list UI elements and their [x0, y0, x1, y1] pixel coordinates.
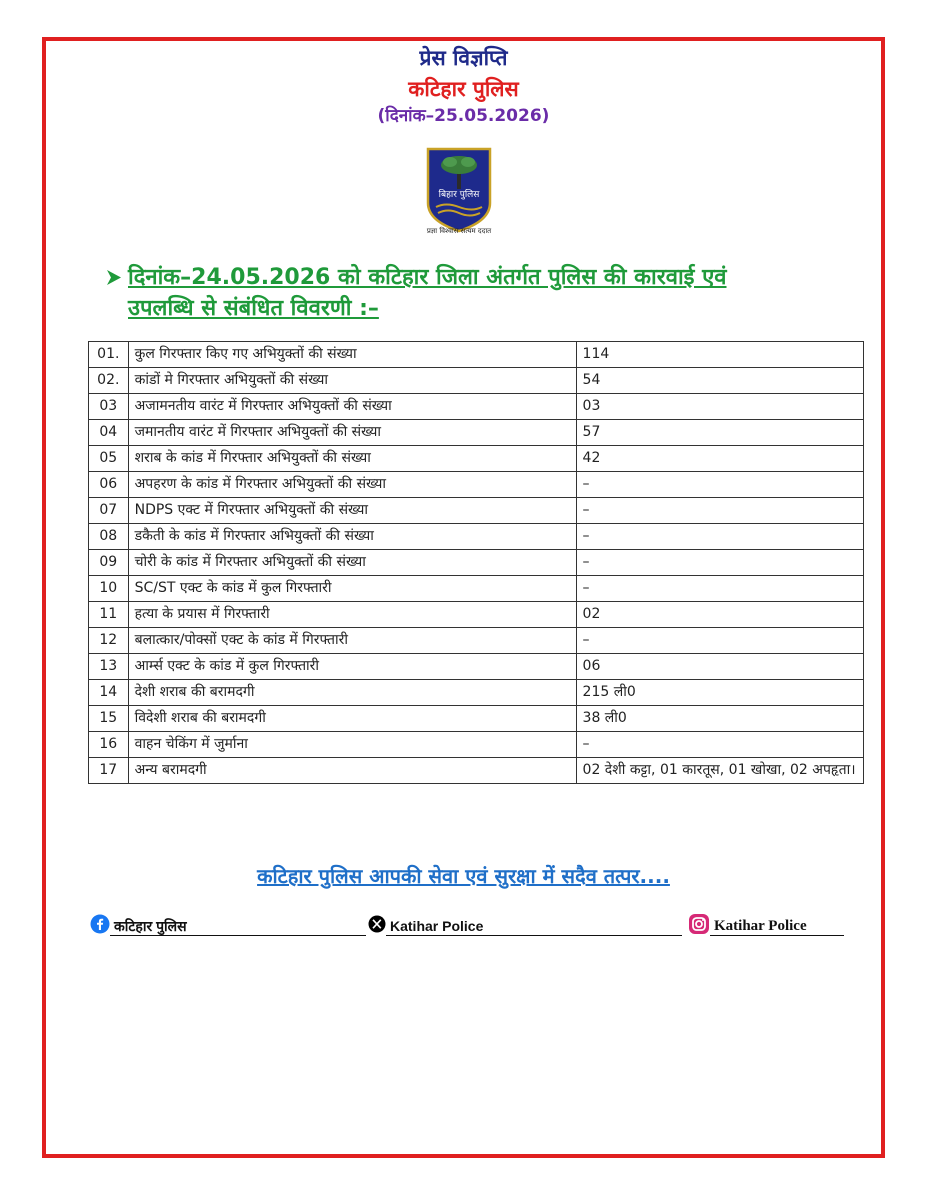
row-value: 57	[576, 420, 863, 446]
row-value: –	[576, 498, 863, 524]
table-row	[89, 628, 864, 654]
facebook-label[interactable]: कटिहार पुलिस	[110, 917, 366, 936]
row-description: देशी शराब की बरामदगी	[128, 680, 576, 706]
table-row	[89, 758, 864, 784]
row-value: 06	[576, 654, 863, 680]
arrow-bullet-icon	[104, 262, 126, 293]
row-description: अन्य बरामदगी	[128, 758, 576, 784]
x-icon	[368, 915, 386, 937]
row-description: अजामनतीय वारंट में गिरफ्तार अभियुक्तों की संख्या	[128, 394, 576, 420]
row-value: –	[576, 550, 863, 576]
row-description: शराब के कांड में गिरफ्तार अभियुक्तों की संख्या	[128, 446, 576, 472]
heading-line-2: उपलब्धि से संबंधित विवरणी :–	[128, 296, 379, 321]
row-number: 01.	[89, 342, 129, 368]
x-label[interactable]: Katihar Police	[386, 917, 682, 936]
table-row	[89, 368, 864, 394]
x-link[interactable]	[368, 914, 682, 938]
row-description: विदेशी शराब की बरामदगी	[128, 706, 576, 732]
table-row	[89, 576, 864, 602]
table-row	[89, 680, 864, 706]
row-value: –	[576, 472, 863, 498]
row-value: 02	[576, 602, 863, 628]
row-number: 04	[89, 420, 129, 446]
row-description: कुल गिरफ्तार किए गए अभियुक्तों की संख्या	[128, 342, 576, 368]
row-description: कांडों मे गिरफ्तार अभियुक्तों की संख्या	[128, 368, 576, 394]
row-value: –	[576, 732, 863, 758]
row-number: 09	[89, 550, 129, 576]
row-number: 08	[89, 524, 129, 550]
statistics-table	[88, 341, 864, 784]
table-row	[89, 706, 864, 732]
table-row	[89, 550, 864, 576]
row-value: 42	[576, 446, 863, 472]
row-description: अपहरण के कांड में गिरफ्तार अभियुक्तों की संख्या	[128, 472, 576, 498]
table-row	[89, 420, 864, 446]
row-number: 12	[89, 628, 129, 654]
org-name: कटिहार पुलिस	[408, 77, 519, 101]
row-description: जमानतीय वारंट में गिरफ्तार अभियुक्तों की संख्या	[128, 420, 576, 446]
heading-line-1: दिनांक–24.05.2026 को कटिहार जिला अंतर्गत पुलिस की कारवाई एवं	[128, 265, 727, 290]
facebook-link[interactable]	[90, 914, 366, 938]
row-number: 14	[89, 680, 129, 706]
row-description: डकैती के कांड में गिरफ्तार अभियुक्तों की संख्या	[128, 524, 576, 550]
table-row	[89, 472, 864, 498]
emblem-caption: प्रज्ञा विश्वास सत्यम ददात	[426, 227, 492, 235]
row-number: 11	[89, 602, 129, 628]
table-row	[89, 498, 864, 524]
row-description: आर्म्स एक्ट के कांड में कुल गिरफ्तारी	[128, 654, 576, 680]
row-value: –	[576, 628, 863, 654]
row-description: SC/ST एक्ट के कांड में कुल गिरफ्तारी	[128, 576, 576, 602]
row-description: चोरी के कांड में गिरफ्तार अभियुक्तों की संख्या	[128, 550, 576, 576]
row-value: –	[576, 576, 863, 602]
instagram-link[interactable]	[688, 914, 844, 938]
row-description: हत्या के प्रयास में गिरफ्तारी	[128, 602, 576, 628]
row-value: 38 ली0	[576, 706, 863, 732]
row-value: 54	[576, 368, 863, 394]
table-row	[89, 342, 864, 368]
row-number: 03	[89, 394, 129, 420]
row-value: 03	[576, 394, 863, 420]
row-number: 16	[89, 732, 129, 758]
row-number: 02.	[89, 368, 129, 394]
bihar-police-emblem-icon	[424, 145, 494, 240]
table-row	[89, 394, 864, 420]
table-row	[89, 732, 864, 758]
row-number: 07	[89, 498, 129, 524]
row-number: 10	[89, 576, 129, 602]
table-row	[89, 602, 864, 628]
row-number: 05	[89, 446, 129, 472]
press-release-title: प्रेस विज्ञप्ति	[419, 46, 508, 70]
facebook-icon	[90, 914, 110, 938]
release-date: (दिनांक–25.05.2026)	[377, 106, 550, 126]
tagline: कटिहार पुलिस आपकी सेवा एवं सुरक्षा में सदैव तत्पर....	[257, 864, 670, 888]
row-description: NDPS एक्ट में गिरफ्तार अभियुक्तों की संख्या	[128, 498, 576, 524]
row-value: 114	[576, 342, 863, 368]
row-description: वाहन चेकिंग में जुर्माना	[128, 732, 576, 758]
row-value: 02 देशी कट्टा, 01 कारतूस, 01 खोखा, 02 अपहृता।	[576, 758, 863, 784]
row-number: 13	[89, 654, 129, 680]
row-number: 17	[89, 758, 129, 784]
instagram-icon	[688, 913, 710, 939]
row-value: –	[576, 524, 863, 550]
row-value: 215 ली0	[576, 680, 863, 706]
row-number: 06	[89, 472, 129, 498]
row-description: बलात्कार/पोक्सों एक्ट के कांड में गिरफ्तारी	[128, 628, 576, 654]
row-number: 15	[89, 706, 129, 732]
table-row	[89, 446, 864, 472]
instagram-label[interactable]: Katihar Police	[710, 917, 844, 936]
table-row	[89, 524, 864, 550]
svg-text:बिहार पुलिस: बिहार पुलिस	[438, 190, 480, 200]
table-row	[89, 654, 864, 680]
